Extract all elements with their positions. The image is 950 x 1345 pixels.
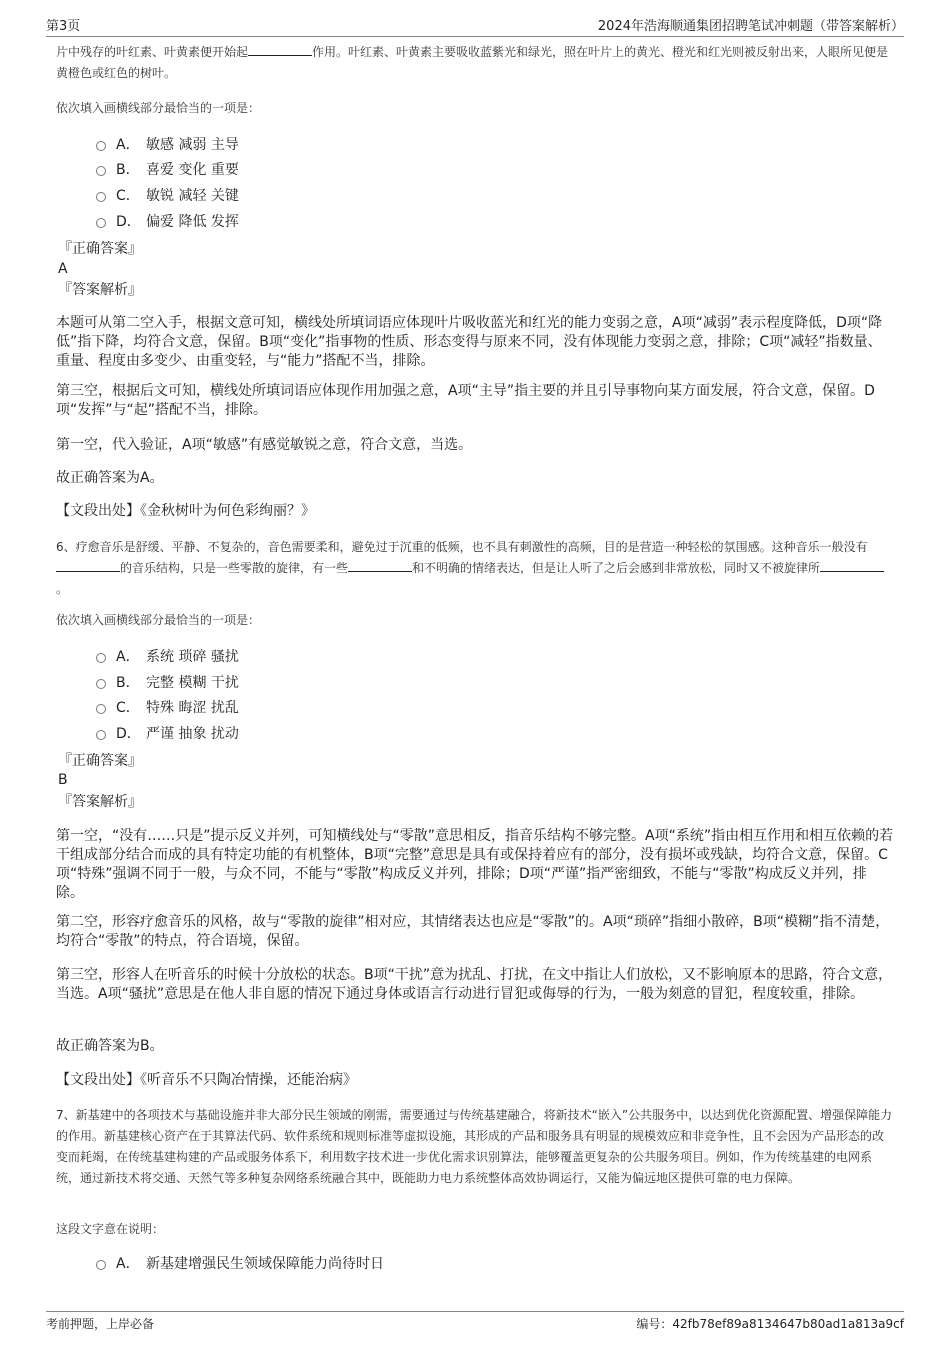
q6-answer-label: 『正确答案』 bbox=[58, 753, 142, 769]
document-code: 编号：42fb78ef89a8134647b80ad1a813a9cf bbox=[636, 1317, 904, 1331]
q6-analysis-p3: 第三空，形容人在听音乐的时候十分放松的状态。B项“干扰”意为扰乱、打扰，在文中指让人们放松，又不影响原本的思路，符合文意，当选。A项“骚扰”意思是在他人非自愿的情况下通过身体或语言行动进行冒犯或侮辱的行为，一般为刻意的冒犯，程度较重，排除。 bbox=[56, 967, 893, 1002]
radio-icon[interactable] bbox=[96, 679, 106, 689]
radio-icon[interactable] bbox=[96, 704, 106, 714]
q6-answer: B bbox=[58, 772, 68, 788]
q5-analysis-p3: 第一空，代入验证，A项“敏感”有感觉敏锐之意，符合文意，当选。 bbox=[56, 437, 473, 453]
q7-passage: 7、新基建中的各项技术与基础设施并非大部分民生领域的刚需，需要通过与传统基建融合，将新技术“嵌入”公共服务中，以达到优化资源配置、增强保障能力的作用。新基建核心资产在于其算法代码、软件系统和规则标准等虚拟设施，其形成的产品和服务具有明显的规模效应和非竞争性，且不会因为产品形态的改变而耗竭，在传统基建构建的产品或服务体系下，利用数字技术进一步优化需求识别算法，能够覆盖更复杂的公共服务项目。例如，作为传统基建的电网系统，通过新技术将交通、天然气等多种复杂网络系统融合其中，既能助力电力系统整体高效协调运行，又能为偏远地区提供可靠的电力保障。 bbox=[56, 1108, 893, 1185]
q5-option-b[interactable]: B． 喜爱 变化 重要 bbox=[96, 161, 239, 179]
page-header bbox=[46, 14, 904, 37]
radio-icon[interactable] bbox=[96, 218, 106, 228]
q7-prompt: 这段文字意在说明： bbox=[56, 1222, 165, 1236]
page-number: 第3页 bbox=[46, 19, 81, 34]
q5-answer: A bbox=[58, 261, 68, 277]
document-title: 2024年浩海顺通集团招聘笔试冲刺题（带答案解析） bbox=[597, 19, 904, 34]
q5-analysis-p1: 本题可从第二空入手，根据文意可知，横线处所填词语应体现叶片吸收蓝光和红光的能力变弱之意，A项“减弱”表示程度降低，D项“降低”指下降，均符合文意，保留。B项“变化”指事物的性质、形态变得与原来不同，没有体现能力变弱之意，排除；C项“减轻”指数量、重量、程度由多变少、由重变轻，与“能力”搭配不当，排除。 bbox=[56, 315, 883, 369]
q5-answer-label: 『正确答案』 bbox=[58, 241, 142, 257]
radio-icon[interactable] bbox=[96, 141, 106, 151]
radio-icon[interactable] bbox=[96, 730, 106, 740]
q6-analysis-label: 『答案解析』 bbox=[58, 794, 142, 810]
q5-analysis-label: 『答案解析』 bbox=[58, 282, 142, 298]
q5-option-c[interactable]: C． 敏锐 减轻 关键 bbox=[96, 187, 239, 205]
radio-icon[interactable] bbox=[96, 1260, 106, 1270]
q6-prompt: 依次填入画横线部分最恰当的一项是： bbox=[56, 613, 261, 627]
radio-icon[interactable] bbox=[96, 192, 106, 202]
q6-analysis-p4: 故正确答案为B。 bbox=[56, 1038, 164, 1054]
q5-option-a[interactable]: A． 敏感 减弱 主导 bbox=[96, 136, 239, 154]
footer-slogan: 考前押题，上岸必备 bbox=[46, 1317, 155, 1331]
answer-blank bbox=[248, 43, 312, 56]
answer-blank bbox=[56, 559, 120, 572]
q6-option-d[interactable]: D． 严谨 抽象 扰动 bbox=[96, 725, 239, 743]
q6-analysis-p2: 第二空，形容疗愈音乐的风格，故与“零散的旋律”相对应，其情绪表达也应是“零散”的。A项“琐碎”指细小散碎，B项“模糊”指不清楚，均符合“零散”的特点，符合语境，保留。 bbox=[56, 914, 890, 949]
q6-option-a[interactable]: A． 系统 琐碎 骚扰 bbox=[96, 648, 239, 666]
radio-icon[interactable] bbox=[96, 653, 106, 663]
radio-icon[interactable] bbox=[96, 166, 106, 176]
answer-blank bbox=[820, 559, 884, 572]
q5-source: 【文段出处】《金秋树叶为何色彩绚丽？》 bbox=[56, 503, 315, 519]
q6-passage: 6、疗愈音乐是舒缓、平静、不复杂的，音色需要柔和，避免过于沉重的低频，也不具有刺激性的高频，目的是营造一种轻松的氛围感。这种音乐一般没有的音乐结构，只是一些零散的旋律，有一些 和不明确的情绪表达，但是让人听了之后会感到非常放松，同时又不被旋律所。 bbox=[56, 537, 894, 600]
q5-option-d[interactable]: D． 偏爱 降低 发挥 bbox=[96, 213, 239, 231]
q6-option-c[interactable]: C． 特殊 晦涩 扰乱 bbox=[96, 699, 239, 717]
page-footer bbox=[46, 1311, 904, 1335]
q5-analysis-p2: 第三空，根据后文可知，横线处所填词语应体现作用加强之意，A项“主导”指主要的并且引导事物向某方面发展，符合文意，保留。D项“发挥”与“起”搭配不当，排除。 bbox=[56, 383, 875, 418]
answer-blank bbox=[348, 559, 412, 572]
q7-option-a[interactable]: A． 新基建增强民生领域保障能力尚待时日 bbox=[96, 1255, 384, 1273]
q5-analysis-p4: 故正确答案为A。 bbox=[56, 470, 164, 486]
q6-source: 【文段出处】《听音乐不只陶冶情操，还能治病》 bbox=[56, 1072, 357, 1088]
q5-prompt: 依次填入画横线部分最恰当的一项是： bbox=[56, 101, 261, 115]
q5-passage-tail: 片中残存的叶红素、叶黄素便开始起 作用。叶红素、叶黄素主要吸收蓝紫光和绿光，照在叶片上的黄光、橙光和红光则被反射出来，人眼所见便是黄橙色或红色的树叶。 bbox=[56, 45, 889, 80]
q6-option-b[interactable]: B． 完整 模糊 干扰 bbox=[96, 674, 239, 692]
q6-analysis-p1: 第一空，“没有……只是”提示反义并列，可知横线处与“零散”意思相反，指音乐结构不够完整。A项“系统”指由相互作用和相互依赖的若干组成部分结合而成的具有特定功能的有机整体，B项“完整”意思是具有或保持着应有的部分，没有损坏或残缺，均符合文意，保留。C项“特殊”强调不同于一般，与众不同，不能与“零散”构成反义并列，排除；D项“严谨”指严密细致，不能与“零散”构成反义并列，排除。 bbox=[56, 828, 894, 901]
